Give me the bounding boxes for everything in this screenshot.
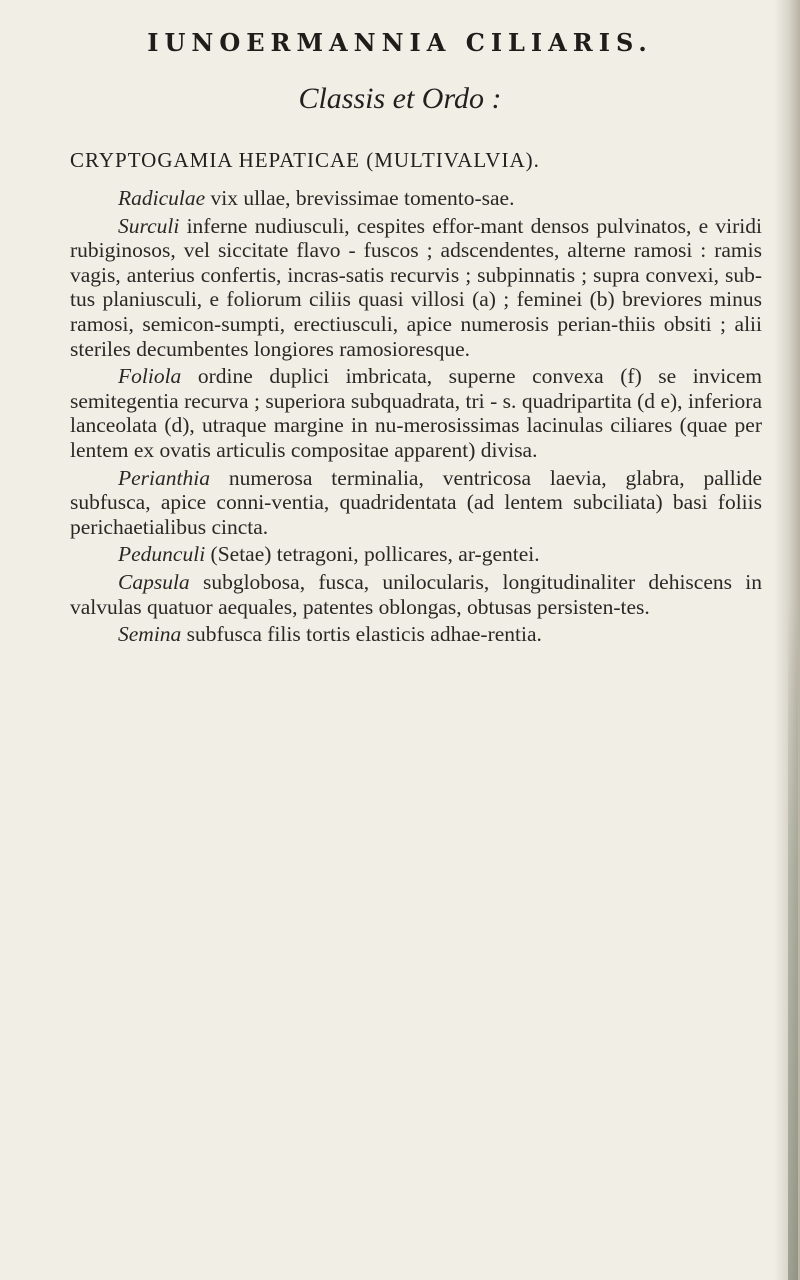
- paragraph-text: ordine duplici imbricata, superne convexa (f) se invicem semitegentia recurva ; superiora subquadrata, tri - s. quadripartita (d e), inferiora lanceolata (d), utraque margine in nu-merosissimas lacinulas ciliares (quae per lentem ex ovatis articulis compositae apparent) divisa.: [70, 364, 762, 462]
- term-label: Capsula: [118, 569, 190, 594]
- paragraph-perianthia: [70, 466, 762, 540]
- term-label: Perianthia: [118, 465, 210, 490]
- paragraph-text: (Setae) tetragoni, pollicares, ar-gentei.: [205, 542, 540, 567]
- paragraph-text: subfusca filis tortis elasticis adhae-rentia.: [181, 622, 542, 647]
- paragraph-pedunculi: [70, 542, 762, 567]
- term-label: Semina: [118, 622, 182, 647]
- term-label: Pedunculi: [118, 542, 206, 567]
- description-body: [70, 186, 762, 650]
- running-head: IUNOERMANNIA CILIARIS.: [147, 28, 653, 57]
- paragraph-surculi: [70, 214, 762, 362]
- paragraph-foliola: [70, 364, 762, 462]
- classis-heading: Classis et Ordo :: [298, 82, 502, 115]
- paragraph-semina: [70, 622, 762, 647]
- term-label: Foliola: [118, 364, 182, 389]
- paragraph-text: vix ullae, brevissimae tomento-sae.: [205, 186, 515, 210]
- page-edge-stain: [788, 600, 798, 1280]
- paragraph-text: numerosa terminalia, ventricosa laevia, glabra, pallide subfusca, apice conni-ventia, quadridentata (ad lentem subciliata) basi foliis perichaetialibus cincta.: [70, 465, 762, 539]
- paragraph-text: inferne nudiusculi, cespites effor-mant densos pulvinatos, e viridi rubiginosos, vel siccitate flavo - fuscos ; adscendentes, alterne ramosi : ramis vagis, anterius confertis, incras-satis recurvis ; subpinnatis ; supra convexi, sub-tus planiusculi, e foliorum ciliis quasi villosi (a) ; feminei (b) breviores minus ramosi, semicon-sumpti, erectiusculi, apice numerosis perian-thiis obsiti ; alii steriles decumbentes longiores ramosioresque.: [70, 213, 762, 361]
- paragraph-text: subglobosa, fusca, unilocularis, longitudinaliter dehiscens in valvulas quatuor aequales, patentes oblongas, obtusas persisten-tes.: [70, 569, 762, 619]
- section-title: CRYPTOGAMIA HEPATICAE (MULTIVALVIA).: [70, 148, 540, 172]
- term-label: Surculi: [118, 213, 180, 238]
- paragraph-capsula: [70, 570, 762, 619]
- paragraph-radiculae: [70, 186, 762, 211]
- term-label: Radiculae: [118, 186, 206, 210]
